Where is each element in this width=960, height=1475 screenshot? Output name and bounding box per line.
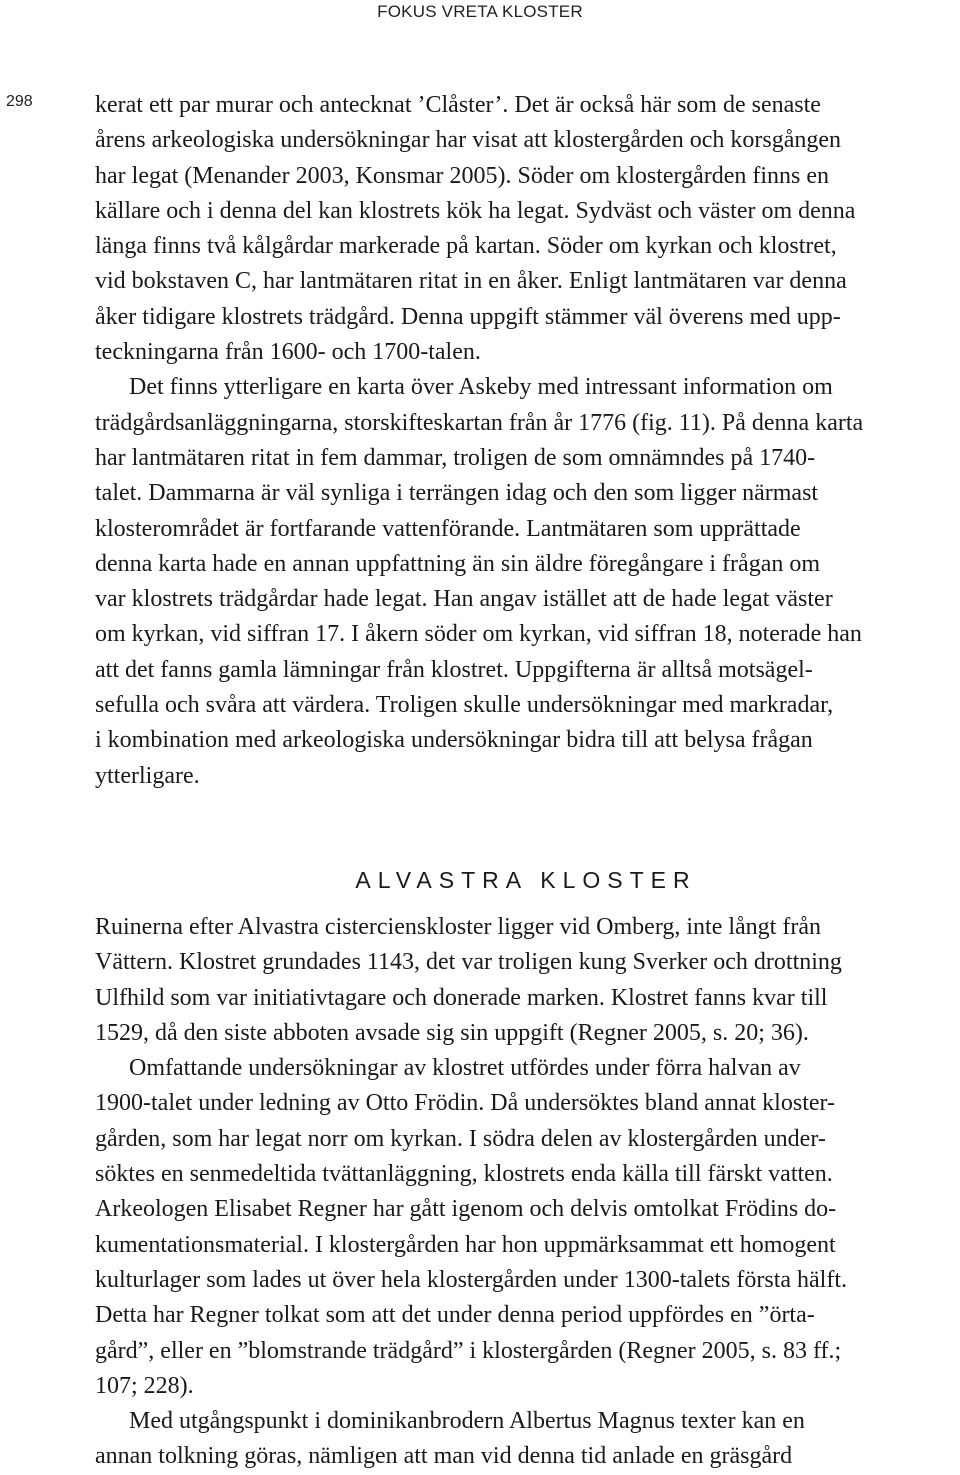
paragraph: Det finns ytterligare en karta över Askeby med intressant information om trädgårdsanläggningarna, storskifteskartan från år 1776 (fig. 11). På denna karta har lantmätaren ritat in fem dammar, troligen de som omnämndes på 1740- talet. Dammarna är väl synliga i terrängen idag och den som ligger närmast klosterområdet är fortfarande vattenförande. Lantmätaren som upprättade denna karta hade en annan uppfattning än sin äldre föregångare i frågan om var klostrets trädgårdar hade legat. Han angav istället att de hade legat väster om kyrkan, vid siffran 17. I åkern söder om kyrkan, vid siffran 18, noterade han att det fanns gamla lämningar från klostret. Uppgifterna är alltså motsägel- sefulla och svåra att värdera. Troligen skulle undersökningar med markradar, i kombination med arkeologiska undersökningar bidra till att belysa frågan ytterligare.: [95, 374, 864, 789]
paragraph: Omfattande undersökningar av klostret utfördes under förra halvan av 1900-talet under ledning av Otto Frödin. Då undersöktes bland annat kloster- gården, som har legat norr om kyrkan. I södra delen av klostergården under- söktes en senmedeltida tvättanläggning, klostrets enda källa till färskt vatten. Arkeologen Elisabet Regner har gått igenom och delvis omtolkat Frödins do- kumentationsmaterial. I klostergården har hon uppmärksammat ett homogent kulturlager som lades ut över hela klostergården under 1300-talets första hälft. Detta har Regner tolkat som att det under denna period uppfördes en ”örta- gård”, eller en ”blomstrande trädgård” i klostergården (Regner 2005, s. 83 ff.; 107; 228).: [95, 1055, 847, 1399]
body-text: [95, 88, 957, 1475]
paragraph: Ruinerna efter Alvastra cistercienskloster ligger vid Omberg, inte långt från Vättern. Klostret grundades 1143, det var troligen kung Sverker och drottning Ulfhild som var initiativtagare och donerade marken. Klostret fanns kvar till 1529, då den siste abboten avsade sig sin uppgift (Regner 2005, s. 20; 36).: [95, 913, 842, 1046]
paragraph: Med utgångspunkt i dominikanbrodern Albertus Magnus texter kan en annan tolkning göras, nämligen att man vid denna tid anlade en gräsgård: [95, 1408, 805, 1470]
page-number: 298: [6, 93, 33, 110]
running-head: FOKUS VRETA KLOSTER: [377, 2, 583, 21]
section-heading: ALVASTRA KLOSTER: [355, 866, 697, 893]
paragraph: kerat ett par murar och antecknat ’Clåster’. Det är också här som de senaste årens arkeologiska undersökningar har visat att klostergården och korsgången har legat (Menander 2003, Konsmar 2005). Söder om klostergården finns en källare och i denna del kan klostrets kök ha legat. Sydväst och väster om denna länga finns två kålgårdar markerade på kartan. Söder om kyrkan och klostret, vid bokstaven C, har lantmätaren ritat in en åker. Enligt lantmätaren var denna åker tidigare klostrets trädgård. Denna uppgift stämmer väl överens med upp- teckningarna från 1600- och 1700-talen.: [95, 92, 856, 366]
